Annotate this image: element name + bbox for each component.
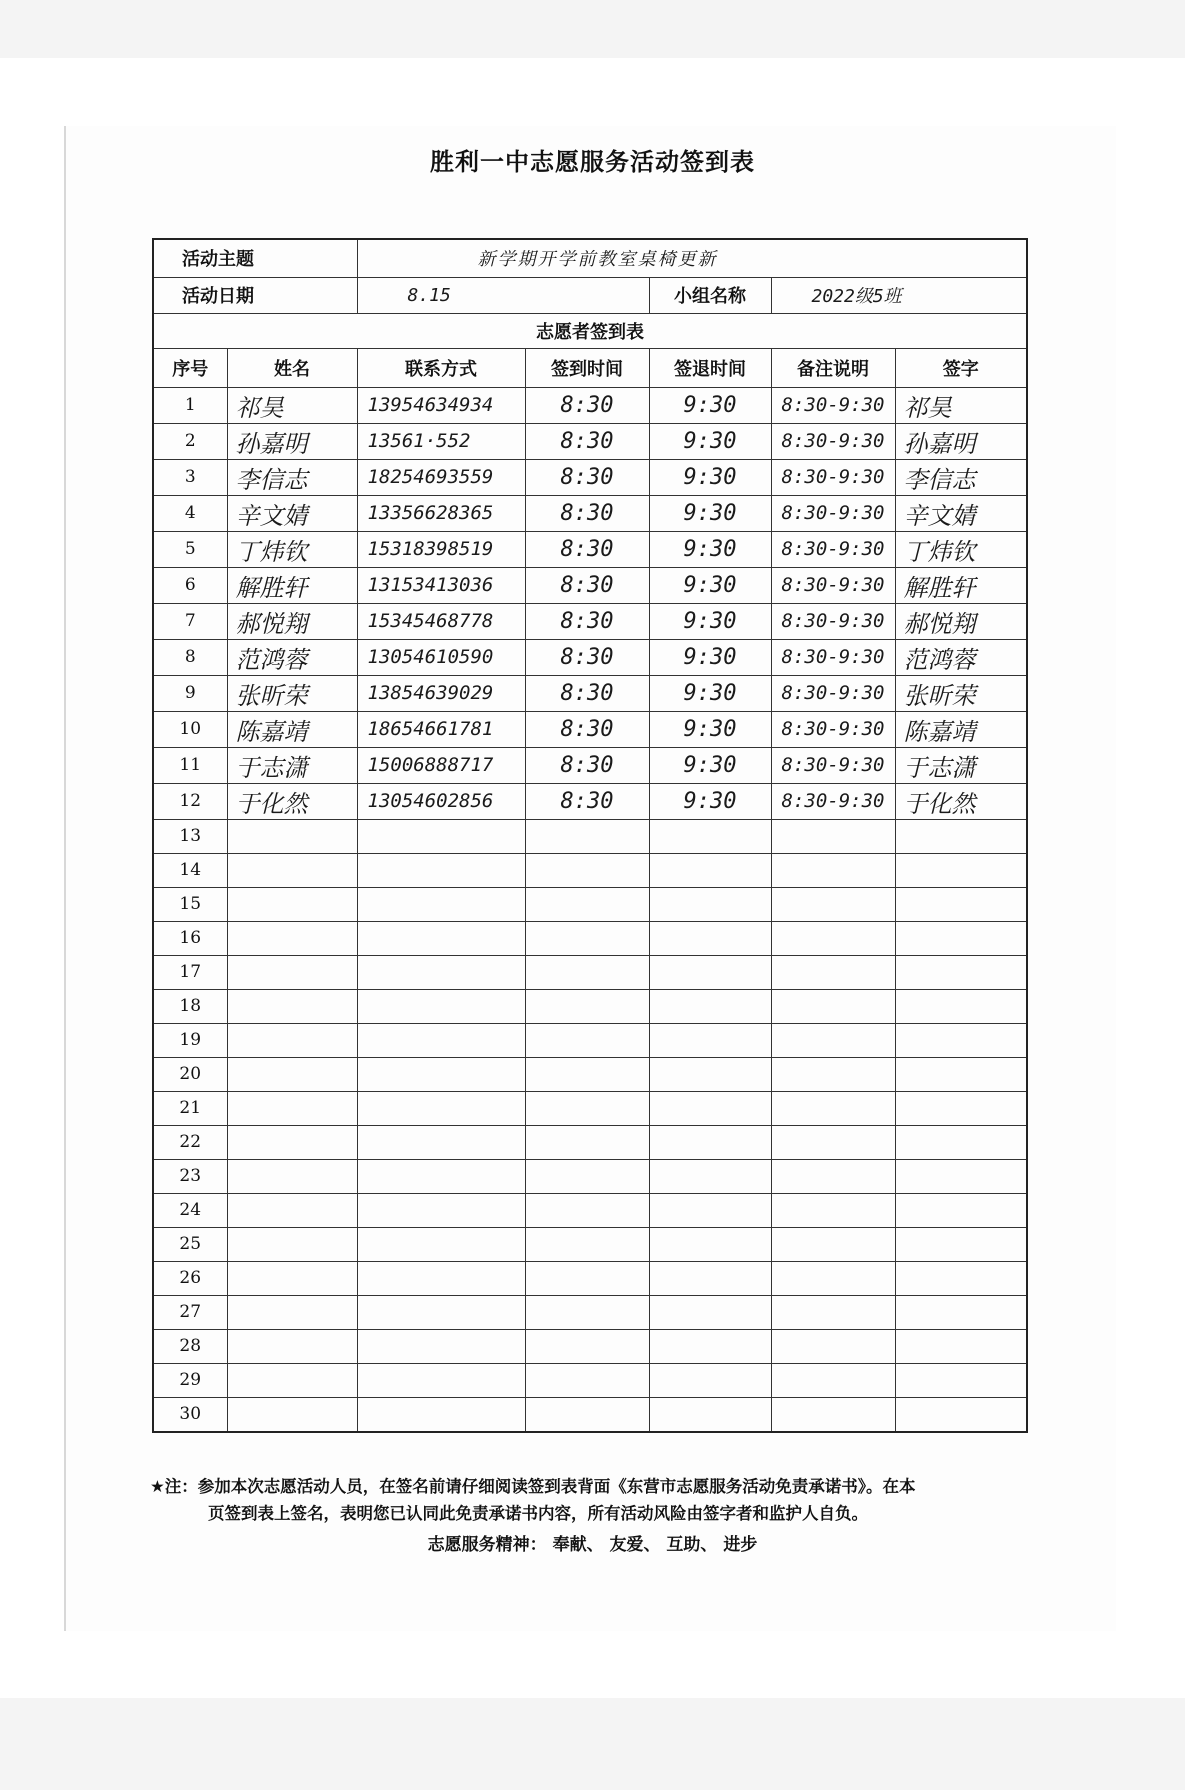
- row-number: 3: [153, 459, 227, 495]
- row-number: 26: [153, 1261, 227, 1295]
- volunteer-name: 陈嘉靖: [227, 711, 357, 747]
- volunteer-name: [227, 1057, 357, 1091]
- volunteer-name: [227, 989, 357, 1023]
- table-row: [153, 423, 1027, 459]
- date-value: 8.15: [357, 277, 649, 313]
- volunteer-name: 丁炜钦: [227, 531, 357, 567]
- table-row: [153, 675, 1027, 711]
- column-header: 签退时间: [649, 348, 771, 387]
- volunteer-name: 张昕荣: [227, 675, 357, 711]
- volunteer-name: [227, 1091, 357, 1125]
- row-number: 19: [153, 1023, 227, 1057]
- sign-out-time: 9:30: [649, 423, 771, 459]
- phone-number: 13356628365: [357, 495, 525, 531]
- sign-out-time: [649, 1295, 771, 1329]
- sign-out-time: [649, 1397, 771, 1432]
- table-row: [153, 921, 1027, 955]
- sign-in-time: 8:30: [525, 603, 649, 639]
- row-number: 7: [153, 603, 227, 639]
- signature: 祁昊: [895, 387, 1027, 423]
- table-row: [153, 1295, 1027, 1329]
- row-number: 27: [153, 1295, 227, 1329]
- sign-in-time: 8:30: [525, 711, 649, 747]
- note-time-range: [771, 1023, 895, 1057]
- signature: [895, 1397, 1027, 1432]
- signature: 于志潇: [895, 747, 1027, 783]
- sign-in-time: [525, 1159, 649, 1193]
- signature: [895, 1227, 1027, 1261]
- phone-number: [357, 1363, 525, 1397]
- note-time-range: [771, 1091, 895, 1125]
- date-label: 活动日期: [153, 277, 357, 313]
- note-line-2: 页签到表上签名，表明您已认同此免责承诺书内容，所有活动风险由签字者和监护人自负。: [208, 1504, 868, 1523]
- sign-out-time: [649, 853, 771, 887]
- phone-number: 13954634934: [357, 387, 525, 423]
- volunteer-name: [227, 1397, 357, 1432]
- table-row: [153, 1125, 1027, 1159]
- note-time-range: [771, 1227, 895, 1261]
- table-row: [153, 567, 1027, 603]
- volunteer-name: [227, 1023, 357, 1057]
- signature: 丁炜钦: [895, 531, 1027, 567]
- sign-in-time: 8:30: [525, 495, 649, 531]
- sign-in-time: [525, 819, 649, 853]
- sign-out-time: [649, 1023, 771, 1057]
- sign-in-time: [525, 1397, 649, 1432]
- volunteer-name: 解胜轩: [227, 567, 357, 603]
- signature: [895, 1193, 1027, 1227]
- row-number: 29: [153, 1363, 227, 1397]
- sign-in-time: [525, 1125, 649, 1159]
- note-time-range: [771, 955, 895, 989]
- phone-number: 15345468778: [357, 603, 525, 639]
- column-header: 联系方式: [357, 348, 525, 387]
- table-row: [153, 495, 1027, 531]
- sign-out-time: [649, 1057, 771, 1091]
- note-time-range: [771, 921, 895, 955]
- table-row: [153, 1329, 1027, 1363]
- signature: 孙嘉明: [895, 423, 1027, 459]
- note-time-range: 8:30-9:30: [771, 495, 895, 531]
- sign-out-time: [649, 1261, 771, 1295]
- sign-out-time: 9:30: [649, 603, 771, 639]
- sign-out-time: 9:30: [649, 459, 771, 495]
- phone-number: [357, 1091, 525, 1125]
- table-row: [153, 783, 1027, 819]
- volunteer-subheading: 志愿者签到表: [153, 313, 1027, 348]
- note-time-range: [771, 1295, 895, 1329]
- topic-value: 新学期开学前教室桌椅更新: [357, 239, 1027, 277]
- sign-out-time: [649, 1329, 771, 1363]
- phone-number: [357, 819, 525, 853]
- sign-out-time: [649, 1363, 771, 1397]
- signature: [895, 887, 1027, 921]
- row-number: 15: [153, 887, 227, 921]
- row-number: 8: [153, 639, 227, 675]
- phone-number: [357, 1329, 525, 1363]
- signature: [895, 1057, 1027, 1091]
- signin-rows: [153, 387, 1027, 1432]
- row-number: 5: [153, 531, 227, 567]
- signature: [895, 819, 1027, 853]
- sign-out-time: 9:30: [649, 567, 771, 603]
- sign-out-time: [649, 955, 771, 989]
- signature: [895, 1023, 1027, 1057]
- signature: [895, 1125, 1027, 1159]
- row-number: 21: [153, 1091, 227, 1125]
- phone-number: [357, 1193, 525, 1227]
- row-number: 14: [153, 853, 227, 887]
- row-number: 18: [153, 989, 227, 1023]
- column-header: 签到时间: [525, 348, 649, 387]
- phone-number: 18654661781: [357, 711, 525, 747]
- volunteer-name: [227, 921, 357, 955]
- row-number: 9: [153, 675, 227, 711]
- sign-in-time: [525, 1193, 649, 1227]
- signature: 辛文婧: [895, 495, 1027, 531]
- note-time-range: 8:30-9:30: [771, 387, 895, 423]
- phone-number: [357, 1125, 525, 1159]
- volunteer-name: [227, 1261, 357, 1295]
- sign-out-time: 9:30: [649, 675, 771, 711]
- phone-number: 15318398519: [357, 531, 525, 567]
- sign-in-time: [525, 1261, 649, 1295]
- sign-in-time: [525, 1363, 649, 1397]
- phone-number: [357, 853, 525, 887]
- note-time-range: [771, 1397, 895, 1432]
- note-time-range: [771, 1193, 895, 1227]
- phone-number: [357, 887, 525, 921]
- phone-number: [357, 989, 525, 1023]
- note-time-range: 8:30-9:30: [771, 603, 895, 639]
- group-value: 2022级5班: [771, 277, 1027, 313]
- phone-number: [357, 1159, 525, 1193]
- note-time-range: [771, 989, 895, 1023]
- topic-label: 活动主题: [153, 239, 357, 277]
- row-number: 25: [153, 1227, 227, 1261]
- signature: [895, 1329, 1027, 1363]
- sign-out-time: 9:30: [649, 747, 771, 783]
- footer-note: [150, 1473, 1030, 1527]
- table-row: [153, 887, 1027, 921]
- table-row: [153, 1363, 1027, 1397]
- row-number: 10: [153, 711, 227, 747]
- phone-number: 13054602856: [357, 783, 525, 819]
- table-row: [153, 1397, 1027, 1432]
- volunteer-name: 于志潇: [227, 747, 357, 783]
- note-time-range: 8:30-9:30: [771, 639, 895, 675]
- phone-number: 15006888717: [357, 747, 525, 783]
- signature: [895, 989, 1027, 1023]
- table-row: [153, 819, 1027, 853]
- note-time-range: [771, 819, 895, 853]
- note-time-range: 8:30-9:30: [771, 711, 895, 747]
- phone-number: [357, 921, 525, 955]
- table-row: [153, 1193, 1027, 1227]
- volunteer-name: [227, 1193, 357, 1227]
- sign-out-time: [649, 1091, 771, 1125]
- sign-in-time: [525, 1091, 649, 1125]
- row-number: 13: [153, 819, 227, 853]
- volunteer-name: 于化然: [227, 783, 357, 819]
- sign-in-form: [152, 238, 1028, 1433]
- note-time-range: 8:30-9:30: [771, 567, 895, 603]
- sign-in-time: 8:30: [525, 747, 649, 783]
- phone-number: [357, 1261, 525, 1295]
- table-row: [153, 1057, 1027, 1091]
- screen-bottom-bar: [0, 1698, 1185, 1790]
- sign-out-time: [649, 819, 771, 853]
- volunteer-name: [227, 955, 357, 989]
- sign-out-time: 9:30: [649, 783, 771, 819]
- row-number: 28: [153, 1329, 227, 1363]
- note-time-range: [771, 1125, 895, 1159]
- sign-in-time: 8:30: [525, 639, 649, 675]
- signature: 解胜轩: [895, 567, 1027, 603]
- row-number: 23: [153, 1159, 227, 1193]
- sign-out-time: 9:30: [649, 639, 771, 675]
- sign-in-time: [525, 853, 649, 887]
- table-row: [153, 1159, 1027, 1193]
- column-header-row: [153, 348, 1027, 387]
- sign-out-time: [649, 887, 771, 921]
- row-number: 6: [153, 567, 227, 603]
- phone-number: [357, 1057, 525, 1091]
- row-number: 17: [153, 955, 227, 989]
- volunteer-name: 李信志: [227, 459, 357, 495]
- table-row: [153, 853, 1027, 887]
- signature: [895, 1295, 1027, 1329]
- sign-in-time: 8:30: [525, 459, 649, 495]
- sign-out-time: 9:30: [649, 495, 771, 531]
- sign-out-time: 9:30: [649, 711, 771, 747]
- volunteer-name: 郝悦翔: [227, 603, 357, 639]
- phone-number: [357, 1397, 525, 1432]
- volunteer-name: [227, 1295, 357, 1329]
- row-number: 16: [153, 921, 227, 955]
- volunteer-name: [227, 1329, 357, 1363]
- signature: [895, 853, 1027, 887]
- sign-in-time: 8:30: [525, 423, 649, 459]
- row-number: 1: [153, 387, 227, 423]
- phone-number: [357, 1023, 525, 1057]
- sign-out-time: 9:30: [649, 531, 771, 567]
- note-time-range: [771, 1329, 895, 1363]
- table-row: [153, 639, 1027, 675]
- note-time-range: 8:30-9:30: [771, 675, 895, 711]
- volunteer-name: 祁昊: [227, 387, 357, 423]
- volunteer-name: 孙嘉明: [227, 423, 357, 459]
- signature: 张昕荣: [895, 675, 1027, 711]
- sign-out-time: [649, 1125, 771, 1159]
- phone-number: 13854639029: [357, 675, 525, 711]
- table-row: [153, 387, 1027, 423]
- table-row: [153, 459, 1027, 495]
- volunteer-name: [227, 1125, 357, 1159]
- volunteer-name: [227, 887, 357, 921]
- signature: 陈嘉靖: [895, 711, 1027, 747]
- column-header: 备注说明: [771, 348, 895, 387]
- column-header: 姓名: [227, 348, 357, 387]
- signature: [895, 1261, 1027, 1295]
- signature: 郝悦翔: [895, 603, 1027, 639]
- signature: 李信志: [895, 459, 1027, 495]
- signature: 范鸿蓉: [895, 639, 1027, 675]
- table-row: [153, 1023, 1027, 1057]
- sign-in-time: 8:30: [525, 783, 649, 819]
- phone-number: 13561·552: [357, 423, 525, 459]
- table-row: [153, 1227, 1027, 1261]
- row-number: 11: [153, 747, 227, 783]
- sign-in-time: [525, 921, 649, 955]
- note-time-range: [771, 1159, 895, 1193]
- note-line-1: ★注：参加本次志愿活动人员，在签名前请仔细阅读签到表背面《东营市志愿服务活动免责承诺书》。在本: [150, 1477, 916, 1496]
- table-row: [153, 747, 1027, 783]
- volunteer-name: [227, 819, 357, 853]
- phone-number: 18254693559: [357, 459, 525, 495]
- sign-in-time: [525, 887, 649, 921]
- table-row: [153, 1261, 1027, 1295]
- sign-in-time: [525, 1057, 649, 1091]
- note-time-range: 8:30-9:30: [771, 783, 895, 819]
- sign-in-time: 8:30: [525, 675, 649, 711]
- sign-out-time: [649, 1159, 771, 1193]
- table-row: [153, 955, 1027, 989]
- note-time-range: 8:30-9:30: [771, 459, 895, 495]
- sign-in-time: [525, 1295, 649, 1329]
- signature: [895, 1159, 1027, 1193]
- sign-out-time: [649, 1227, 771, 1261]
- table-row: [153, 1091, 1027, 1125]
- sign-in-time: 8:30: [525, 531, 649, 567]
- note-time-range: [771, 1363, 895, 1397]
- column-header: 序号: [153, 348, 227, 387]
- row-number: 20: [153, 1057, 227, 1091]
- screen-top-bar: [0, 0, 1185, 58]
- signature: 于化然: [895, 783, 1027, 819]
- volunteer-name: [227, 1159, 357, 1193]
- sign-out-time: [649, 1193, 771, 1227]
- row-number: 30: [153, 1397, 227, 1432]
- note-time-range: [771, 1261, 895, 1295]
- sign-out-time: 9:30: [649, 387, 771, 423]
- sign-out-time: [649, 921, 771, 955]
- phone-number: 13153413036: [357, 567, 525, 603]
- volunteer-name: 辛文婧: [227, 495, 357, 531]
- sign-in-time: [525, 1023, 649, 1057]
- group-label: 小组名称: [649, 277, 771, 313]
- signature: [895, 955, 1027, 989]
- phone-number: [357, 1295, 525, 1329]
- signature: [895, 1363, 1027, 1397]
- note-time-range: 8:30-9:30: [771, 423, 895, 459]
- sign-in-time: [525, 989, 649, 1023]
- volunteer-name: [227, 1227, 357, 1261]
- note-time-range: [771, 887, 895, 921]
- note-time-range: [771, 853, 895, 887]
- sign-out-time: [649, 989, 771, 1023]
- row-number: 22: [153, 1125, 227, 1159]
- row-number: 12: [153, 783, 227, 819]
- row-number: 24: [153, 1193, 227, 1227]
- volunteer-name: 范鸿蓉: [227, 639, 357, 675]
- table-row: [153, 603, 1027, 639]
- phone-number: [357, 1227, 525, 1261]
- sign-in-time: [525, 1329, 649, 1363]
- volunteer-spirit: 志愿服务精神： 奉献、 友爱、 互助、 进步: [427, 1535, 758, 1555]
- note-time-range: [771, 1057, 895, 1091]
- volunteer-name: [227, 853, 357, 887]
- phone-number: 13054610590: [357, 639, 525, 675]
- sign-in-time: 8:30: [525, 387, 649, 423]
- note-time-range: 8:30-9:30: [771, 531, 895, 567]
- table-row: [153, 711, 1027, 747]
- row-number: 2: [153, 423, 227, 459]
- phone-number: [357, 955, 525, 989]
- sign-in-time: [525, 1227, 649, 1261]
- column-header: 签字: [895, 348, 1027, 387]
- signature: [895, 1091, 1027, 1125]
- sign-in-time: 8:30: [525, 567, 649, 603]
- table-row: [153, 989, 1027, 1023]
- note-time-range: 8:30-9:30: [771, 747, 895, 783]
- form-title: 胜利一中志愿服务活动签到表: [430, 148, 755, 176]
- volunteer-name: [227, 1363, 357, 1397]
- sign-in-time: [525, 955, 649, 989]
- row-number: 4: [153, 495, 227, 531]
- signature: [895, 921, 1027, 955]
- table-row: [153, 531, 1027, 567]
